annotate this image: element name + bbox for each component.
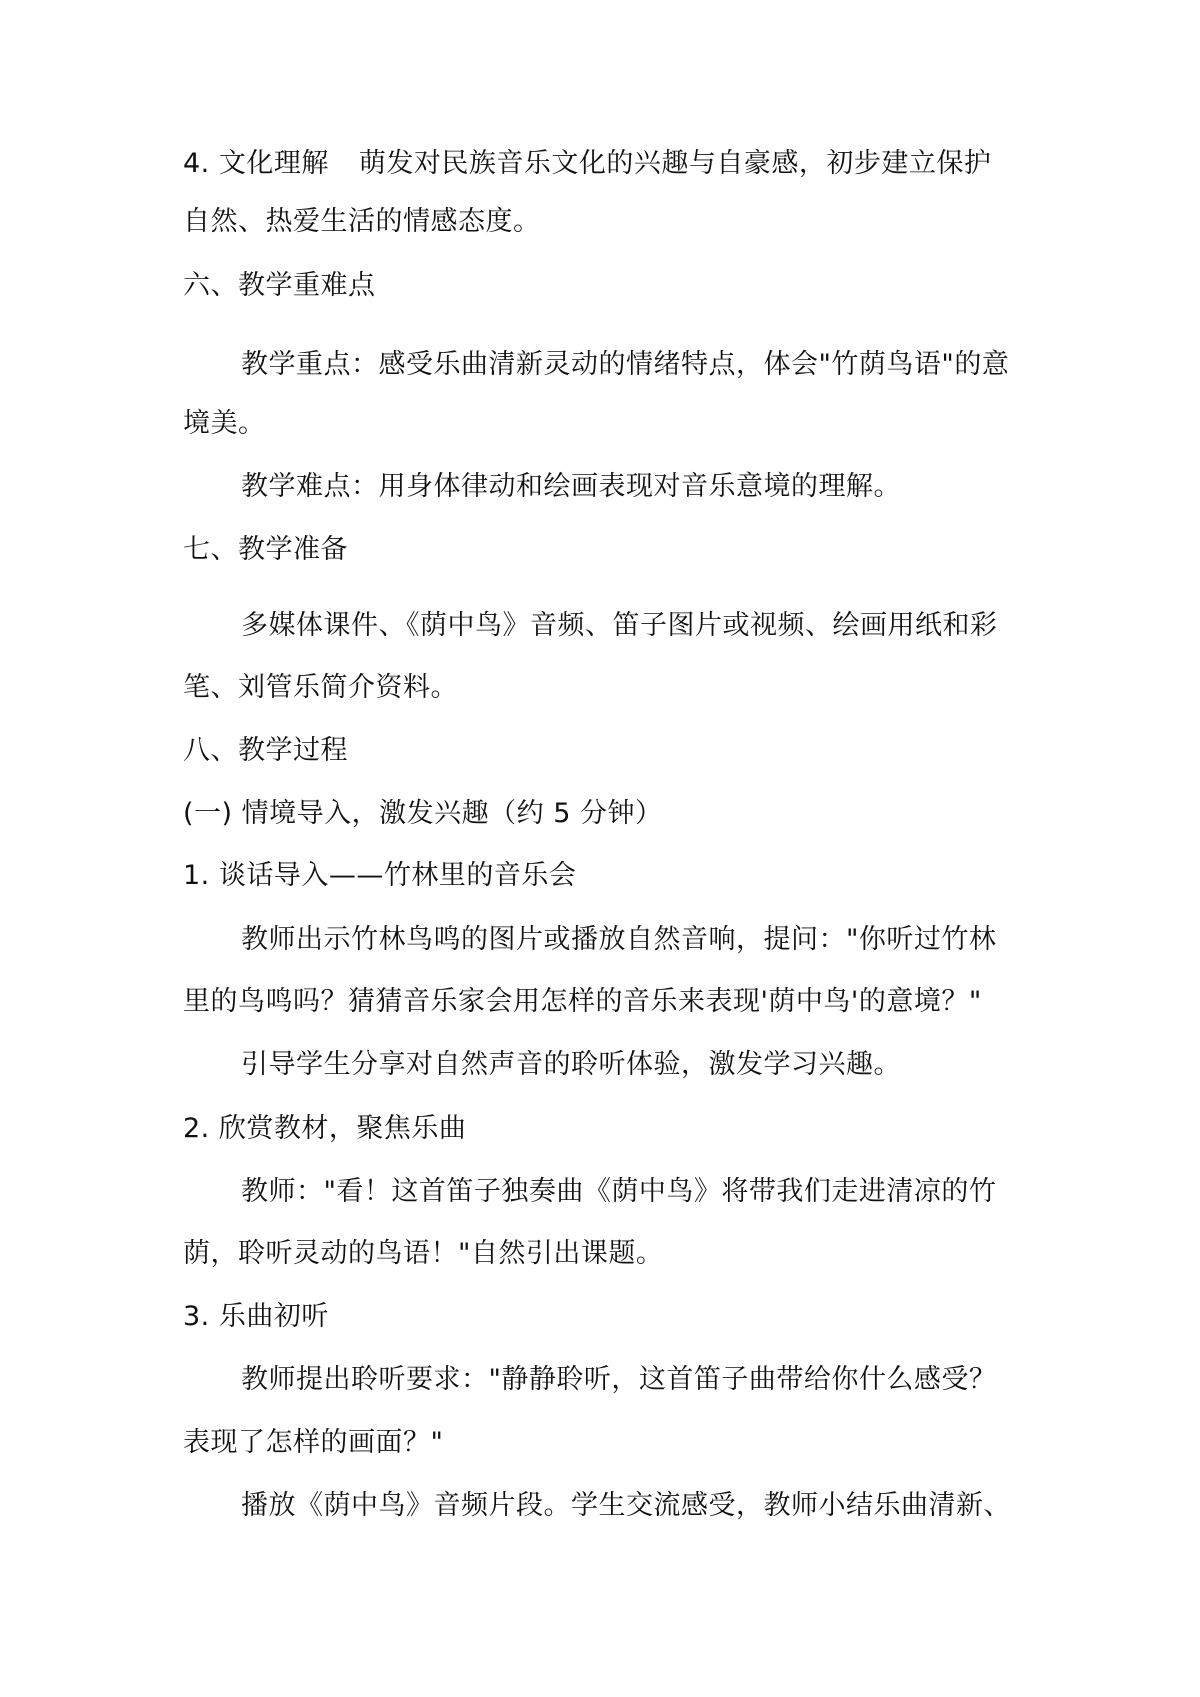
text-line-20: 教师提出聆听要求："静静聆听，这首笛子曲带给你什么感受？	[241, 1364, 997, 1395]
text-line-2: 自然、热爱生活的情感态度。	[183, 206, 541, 237]
text-line-6: 教学难点：用身体律动和绘画表现对音乐意境的理解。	[241, 471, 901, 502]
text-line-1	[0, 146, 1200, 182]
text-line-4: 教学重点：感受乐曲清新灵动的情绪特点，体会"竹荫鸟语"的意	[241, 349, 1010, 380]
text-line-8: 多媒体课件、《荫中鸟》音频、笛子图片或视频、绘画用纸和彩	[241, 610, 998, 641]
heading-key-difficult-points: 六、教学重难点	[183, 270, 376, 301]
text-line-13: 教师出示竹林鸟鸣的图片或播放自然音响，提问："你听过竹林	[241, 924, 997, 955]
text-line-22: 播放《荫中鸟》音频片段。学生交流感受，教师小结乐曲清新、	[241, 1490, 1011, 1521]
heading-teaching-process: 八、教学过程	[183, 735, 348, 766]
text-line-15: 引导学生分享对自然声音的聆听体验，激发学习兴趣。	[241, 1049, 901, 1080]
subheading-intro: (一) 情境导入，激发兴趣（约 5 分钟）	[183, 798, 663, 829]
item-3-title: 3. 乐曲初听	[183, 1301, 329, 1332]
text-line-18: 荫，聆听灵动的鸟语！"自然引出课题。	[183, 1238, 664, 1269]
text-line-5: 境美。	[183, 408, 266, 439]
text-line-21: 表现了怎样的画面？"	[183, 1427, 444, 1458]
item-1-title: 1. 谈话导入——竹林里的音乐会	[183, 860, 577, 891]
text-line-9: 笔、刘管乐简介资料。	[183, 672, 458, 703]
heading-teaching-preparation: 七、教学准备	[183, 534, 348, 565]
text-line-14: 里的鸟鸣吗？猜猜音乐家会用怎样的音乐来表现'荫中鸟'的意境？"	[183, 986, 982, 1017]
text-line-17: 教师："看！这首笛子独奏曲《荫中鸟》将带我们走进清凉的竹	[241, 1176, 997, 1207]
section-label: 4. 文化理解	[183, 148, 329, 179]
section-text: 萌发对民族音乐文化的兴趣与自豪感，初步建立保护	[358, 148, 992, 179]
item-2-title: 2. 欣赏教材，聚焦乐曲	[183, 1113, 467, 1144]
